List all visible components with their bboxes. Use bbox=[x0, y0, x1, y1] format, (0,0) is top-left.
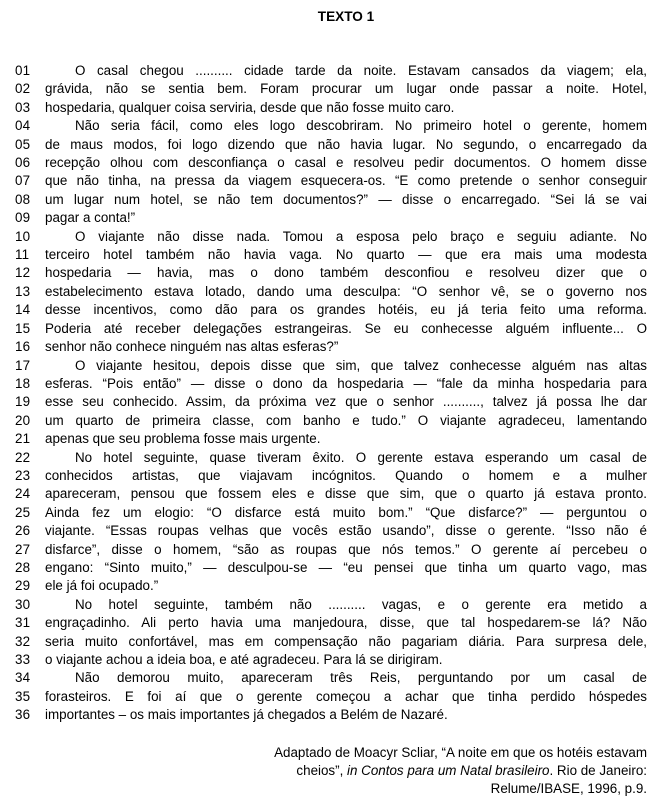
line-number: 26 bbox=[15, 523, 31, 539]
line-number: 28 bbox=[15, 559, 31, 575]
text-line-row bbox=[15, 651, 647, 669]
line-number: 14 bbox=[15, 302, 31, 318]
line-text: O viajante não disse nada. Tomou a esposa pelo braço e seguiu adiante. No bbox=[75, 228, 647, 244]
line-text: hospedaria — havia, mas o dono também desconfiou e resolveu dizer que o bbox=[45, 265, 647, 281]
citation-segment: Relume/IBASE, 1996, p.9. bbox=[490, 780, 647, 796]
text-line-row bbox=[15, 228, 647, 246]
text-line-row bbox=[15, 412, 647, 430]
line-number: 32 bbox=[15, 633, 31, 649]
line-text: que não tinha, na pressa da viagem esquecera-os. “E como pretende o senhor conseguir bbox=[45, 173, 647, 189]
text-line-row bbox=[15, 541, 647, 559]
line-number: 34 bbox=[15, 670, 31, 686]
text-line-row bbox=[15, 154, 647, 172]
line-text: estabelecimento estava lotado, dando uma desculpa: “O senhor vê, se o governo nos bbox=[45, 283, 647, 299]
line-text: Ainda fez um elogio: “O disfarce está muito bom.” “Que disfarce?” — perguntou o bbox=[45, 504, 647, 520]
text-line-row bbox=[15, 467, 647, 485]
citation-segment: cheios”, bbox=[296, 762, 348, 778]
line-text: desse incentivos, como dão para os grandes hotéis, eu já teria feito uma reforma. bbox=[45, 302, 647, 318]
line-text: No hotel seguinte, também não .......... vagas, e o gerente era metido a bbox=[75, 596, 647, 612]
text-line-row bbox=[15, 62, 647, 80]
text-line-row bbox=[15, 577, 647, 595]
line-text: viajante. “Essas roupas velhas que vocês estão usando”, disse o gerente. “Isso não é bbox=[45, 523, 647, 539]
line-number: 29 bbox=[15, 578, 31, 594]
text-line-row bbox=[15, 301, 647, 319]
text-line-row bbox=[15, 209, 647, 227]
text-line-row bbox=[15, 172, 647, 190]
line-text: engano: “Sinto muito,” — desculpou-se — “eu pensei que tinha um quarto vago, mas bbox=[45, 559, 647, 575]
text-line-row bbox=[15, 504, 647, 522]
line-number: 16 bbox=[15, 339, 31, 355]
text-line-row bbox=[15, 596, 647, 614]
line-text: forasteiros. E foi aí que o gerente começou a achar que tinha perdido hóspedes bbox=[45, 688, 647, 704]
line-number: 10 bbox=[15, 228, 31, 244]
text-line-row bbox=[15, 320, 647, 338]
citation-segment: Adaptado de Moacyr Scliar, “A noite em que os hotéis estavam bbox=[274, 744, 647, 760]
line-text: senhor não conhece ninguém nas altas esferas?” bbox=[45, 339, 339, 355]
line-number: 07 bbox=[15, 173, 31, 189]
line-number: 15 bbox=[15, 320, 31, 336]
text-line-row bbox=[15, 449, 647, 467]
line-text: um quarto de primeira classe, com banho e tudo.” O viajante agradeceu, lamentando bbox=[45, 412, 647, 428]
line-number: 18 bbox=[15, 375, 31, 391]
line-text: No hotel seguinte, quase tiveram êxito. O gerente estava esperando um casal de bbox=[75, 449, 647, 465]
text-line-row bbox=[15, 99, 647, 117]
line-text: conhecidos artistas, que viajavam incógnitos. Quando o homem e a mulher bbox=[45, 467, 647, 483]
line-text: O viajante hesitou, depois disse que sim, que talvez conhecesse alguém nas altas bbox=[75, 357, 647, 373]
line-number: 35 bbox=[15, 688, 31, 704]
line-number: 04 bbox=[15, 118, 31, 134]
line-text: O casal chegou .......... cidade tarde da noite. Estavam cansados da viagem; ela, bbox=[75, 63, 647, 78]
line-number: 19 bbox=[15, 394, 31, 410]
line-number: 05 bbox=[15, 136, 31, 152]
line-text: terceiro hotel também não havia vaga. No quarto — que era mais uma modesta bbox=[45, 247, 647, 263]
text-line-row bbox=[15, 522, 647, 540]
line-number: 12 bbox=[15, 265, 31, 281]
text-line-row bbox=[15, 559, 647, 577]
text-line-row bbox=[15, 430, 647, 448]
line-number: 08 bbox=[15, 191, 31, 207]
line-number: 36 bbox=[15, 707, 31, 723]
line-number: 31 bbox=[15, 615, 31, 631]
line-text: apenas que seu problema fosse mais urgente. bbox=[45, 431, 321, 447]
text-line-row bbox=[15, 393, 647, 411]
text-line-row bbox=[15, 357, 647, 375]
line-text: recepção olhou com desconfiança o casal e resolveu pedir documentos. O homem disse bbox=[45, 155, 647, 171]
line-number: 13 bbox=[15, 283, 31, 299]
citation-line bbox=[15, 744, 647, 762]
line-text: esse seu conhecido. Assim, da próxima vez que o senhor .........., talvez já possa lhe dar bbox=[45, 394, 647, 410]
text-line-row bbox=[15, 246, 647, 264]
line-text: esferas. “Pois então” — disse o dono da hospedaria — “fale da minha hospedaria para bbox=[45, 375, 647, 391]
line-number: 33 bbox=[15, 652, 31, 667]
text-line-row bbox=[15, 264, 647, 282]
line-number: 11 bbox=[15, 247, 30, 263]
line-number: 02 bbox=[15, 81, 31, 97]
text-line-row bbox=[15, 669, 647, 687]
page-title: TEXTO 1 bbox=[317, 9, 375, 24]
line-text: Não seria fácil, como eles logo descobriram. No primeiro hotel o gerente, homem bbox=[75, 118, 647, 134]
line-text: Poderia até receber delegações estrangeiras. Se eu conhecesse alguém influente... O bbox=[45, 320, 647, 336]
line-text: importantes – os mais importantes já chegados a Belém de Nazaré. bbox=[45, 707, 448, 723]
line-number: 23 bbox=[15, 467, 31, 483]
text-line-row bbox=[15, 706, 647, 724]
text-line-row bbox=[15, 136, 647, 154]
line-number: 25 bbox=[15, 504, 31, 520]
line-text: Não demorou muito, apareceram três Reis, perguntando por um casal de bbox=[75, 670, 647, 686]
line-number: 27 bbox=[15, 541, 31, 557]
text-line-row bbox=[15, 283, 647, 301]
text-line-row bbox=[15, 80, 647, 98]
line-number: 22 bbox=[15, 449, 31, 465]
citation-line bbox=[15, 780, 647, 796]
text-line-row bbox=[15, 688, 647, 706]
line-number: 09 bbox=[15, 210, 31, 226]
text-line-row bbox=[15, 375, 647, 393]
line-text: um lugar num hotel, se não tem documentos?” — disse o encarregado. “Sei lá se vai bbox=[45, 191, 647, 207]
line-number: 24 bbox=[15, 486, 31, 502]
text-line-row bbox=[15, 191, 647, 209]
line-number: 21 bbox=[15, 431, 31, 447]
line-number: 17 bbox=[15, 357, 31, 373]
line-text: hospedaria, qualquer coisa serviria, desde que não fosse muito caro. bbox=[45, 99, 455, 115]
line-text: apareceram, pensou que fossem eles e disse que sim, que o quarto já estava pronto. bbox=[45, 486, 647, 502]
citation-italic-segment: in Contos para um Natal brasileiro bbox=[347, 762, 550, 778]
line-number: 30 bbox=[15, 596, 31, 612]
text-line-row bbox=[15, 614, 647, 632]
line-text: disfarce”, disse o homem, “são as roupas que nós temos.” O gerente aí percebeu o bbox=[45, 541, 647, 557]
line-text: grávida, não se sentia bem. Foram procurar um lugar onde passar a noite. Hotel, bbox=[45, 81, 647, 97]
line-number: 06 bbox=[15, 155, 31, 171]
text-line-row bbox=[15, 117, 647, 135]
citation bbox=[15, 744, 647, 796]
line-number: 01 bbox=[15, 63, 31, 78]
line-text: pagar a conta!” bbox=[45, 210, 136, 226]
line-text: seria muito confortável, mas em compensação não pagariam diária. Para surpresa dele, bbox=[45, 633, 647, 649]
line-text: ele já foi ocupado.” bbox=[45, 578, 159, 594]
text-line-row bbox=[15, 485, 647, 503]
citation-segment: . Rio de Janeiro: bbox=[549, 762, 647, 778]
text-line-row bbox=[15, 338, 647, 356]
line-number: 03 bbox=[15, 99, 31, 115]
line-number: 20 bbox=[15, 412, 31, 428]
line-text: engraçadinho. Ali perto havia uma manjedoura, disse, que tal hospedarem-se lá? Não bbox=[45, 615, 647, 631]
citation-line bbox=[15, 762, 647, 780]
text-line-row bbox=[15, 633, 647, 651]
line-text: de maus modos, foi logo dizendo que não havia lugar. No segundo, o encarregado da bbox=[45, 136, 647, 152]
line-text: o viajante achou a ideia boa, e até agradeceu. Para lá se dirigiram. bbox=[45, 652, 443, 667]
text-lines bbox=[15, 62, 647, 725]
